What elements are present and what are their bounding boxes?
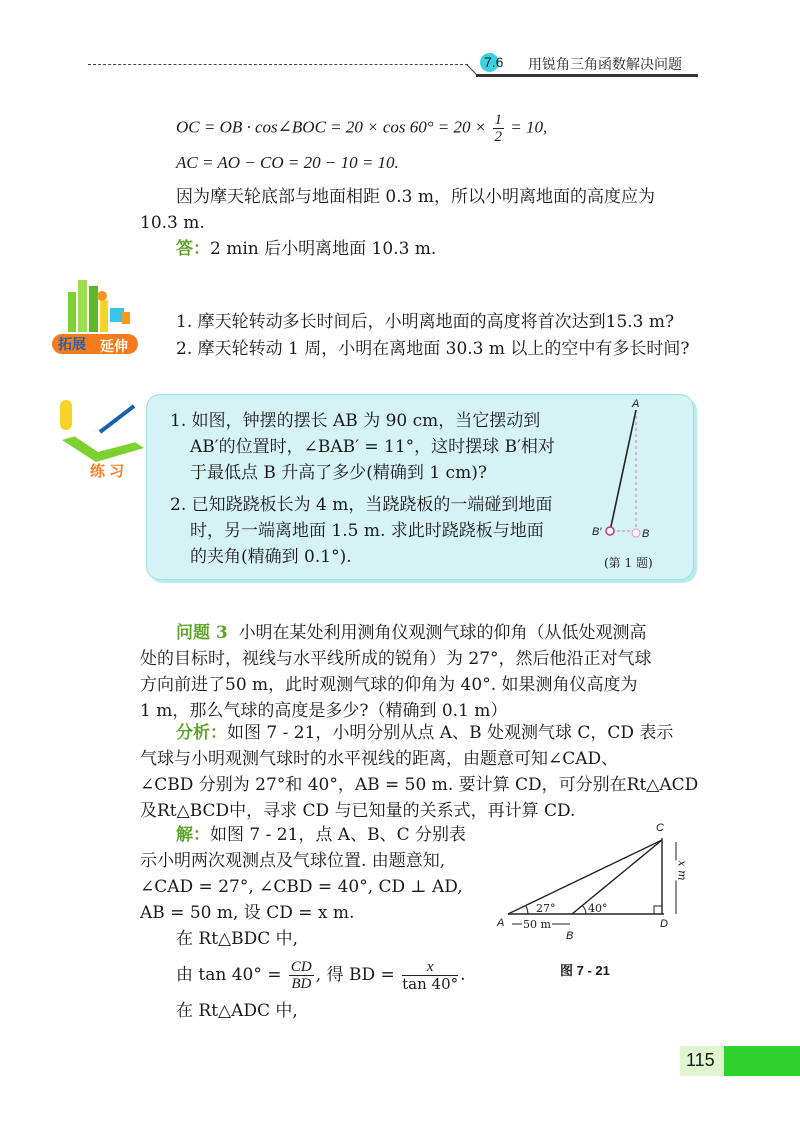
answer-text: 2 min 后小明离地面 10.3 m. [210, 239, 437, 259]
analysis-label: 分析： [176, 723, 227, 743]
pendulum-ball-bprime [606, 527, 614, 535]
equation-ac: AC = AO − CO = 20 − 10 = 10. [176, 153, 399, 172]
paragraph-line: 因为摩天轮底部与地面相距 0.3 m，所以小明离地面的高度应为 [176, 187, 655, 207]
fraction-x-tan40: $\frac{x}{\tan 40^\circ}$ [402, 959, 459, 993]
figure-dist-50m: 50 m [523, 918, 551, 931]
solution-line: AB = 50 m, 设 CD = x m. [140, 903, 355, 923]
problem3-label: 问题 3 [176, 623, 228, 643]
practice-badge: 练 习 [90, 463, 125, 480]
practice-icon [52, 396, 152, 466]
pendulum-label-bprime: B′ [592, 526, 602, 538]
pendulum-figure [590, 398, 670, 548]
solution-label: 解： [176, 825, 210, 845]
angle-arc-b [582, 905, 586, 914]
paragraph-line: 10.3 m. [140, 213, 205, 233]
solution-line: 在 Rt△ADC 中, [176, 1001, 298, 1021]
pendulum-string-abprime [610, 410, 636, 531]
problem3-line: 1 m，那么气球的高度是多少?（精确到 0.1 m） [140, 701, 508, 721]
figure-height-x: x m [675, 860, 689, 881]
practice-q2-line: 的夹角(精确到 0.1°). [190, 547, 352, 567]
solution-line: 示小明两次观测点及气球位置. 由题意知, [140, 851, 446, 871]
pendulum-label-b: B [642, 528, 650, 540]
practice-q1-line: AB′的位置时，∠BAB′ = 11°，这时摆球 B′相对 [190, 437, 555, 457]
header-rule [88, 64, 468, 65]
analysis-line: 分析：如图 7 - 21，小明分别从点 A、B 处观测气球 C，CD 表示 [176, 723, 674, 743]
practice-q1-line: 1. 如图，钟摆的摆长 AB 为 90 cm，当它摆动到 [170, 411, 541, 431]
pendulum-ball-b [632, 529, 640, 537]
fraction-half: $\frac{1}{2}$ [494, 112, 502, 145]
solution-line: 解：如图 7 - 21，点 A、B、C 分别表 [176, 825, 466, 845]
answer-line [176, 236, 436, 262]
figure-angle-27: 27° [536, 902, 556, 915]
angle-arc-a [526, 906, 528, 914]
problem3-line: 问题 3 小明在某处利用测角仪观测气球的仰角（从低处观测高 [176, 623, 647, 643]
extension-badge-left: 拓展 [58, 336, 86, 352]
practice-q2-line: 时，另一端离地面 1.5 m. 求此时跷跷板与地面 [190, 521, 544, 541]
extension-badge-right: 延伸 [100, 338, 128, 354]
figure-label-d: D [660, 918, 668, 930]
pendulum-caption: (第 1 题) [604, 556, 653, 570]
analysis-line: 气球与小明观测气球时的水平视线的距离，由题意可知∠CAD、 [140, 749, 619, 769]
solution-line: ∠CAD = 27°, ∠CBD = 40°, CD ⊥ AD, [140, 877, 463, 897]
analysis-line: 及Rt△BCD中，寻求 CD 与已知量的关系式，再计算 CD. [140, 801, 576, 821]
problem3-line: 方向前进了50 m，此时观测气球的仰角为 40°. 如果测角仪高度为 [140, 675, 638, 695]
pendulum-label-a: A [632, 398, 640, 410]
figure-label-b: B [566, 930, 574, 942]
problem3-line: 处的目标时，视线与水平线所成的锐角）为 27°，然后他沿正对气球 [140, 649, 652, 669]
answer-label: 答： [176, 239, 210, 259]
figure-label-a: A [497, 917, 505, 929]
equation-oc: OC = OB · cos∠BOC = 20 × cos 60° = 20 × $\frac{1}{2}$ = 10, [176, 112, 548, 145]
header-underline [476, 74, 698, 77]
section-number: 7.6 [484, 54, 504, 70]
figure-label-c: C [656, 822, 664, 834]
solution-line: 在 Rt△BDC 中, [176, 929, 299, 949]
right-angle-mark [654, 906, 662, 914]
figure-caption: 图 7 - 21 [560, 963, 610, 978]
extension-item: 1. 摩天轮转动多长时间后，小明离地面的高度将首次达到15.3 m? [176, 312, 675, 332]
tan-equation: 由 tan 40° = $\frac{CD}{BD}$ , 得 BD = $\frac{x}{\tan 40^\circ}$ . [176, 959, 466, 993]
page-number: 115 [686, 1050, 715, 1070]
extension-item: 2. 摩天轮转动 1 周，小明在离地面 30.3 m 以上的空中有多长时间? [176, 339, 690, 359]
practice-q2-line: 2. 已知跷跷板长为 4 m，当跷跷板的一端碰到地面 [170, 495, 553, 515]
fraction-cd-bd: $\frac{CD}{BD}$ [290, 959, 312, 992]
figure-angle-40: 40° [588, 902, 608, 915]
section-title: 用锐角三角函数解决问题 [528, 56, 682, 72]
analysis-line: ∠CBD 分别为 27°和 40°，AB = 50 m. 要计算 CD，可分别在Rt△ACD [140, 775, 699, 795]
practice-q1-line: 于最低点 B 升高了多少(精确到 1 cm)? [190, 463, 487, 483]
